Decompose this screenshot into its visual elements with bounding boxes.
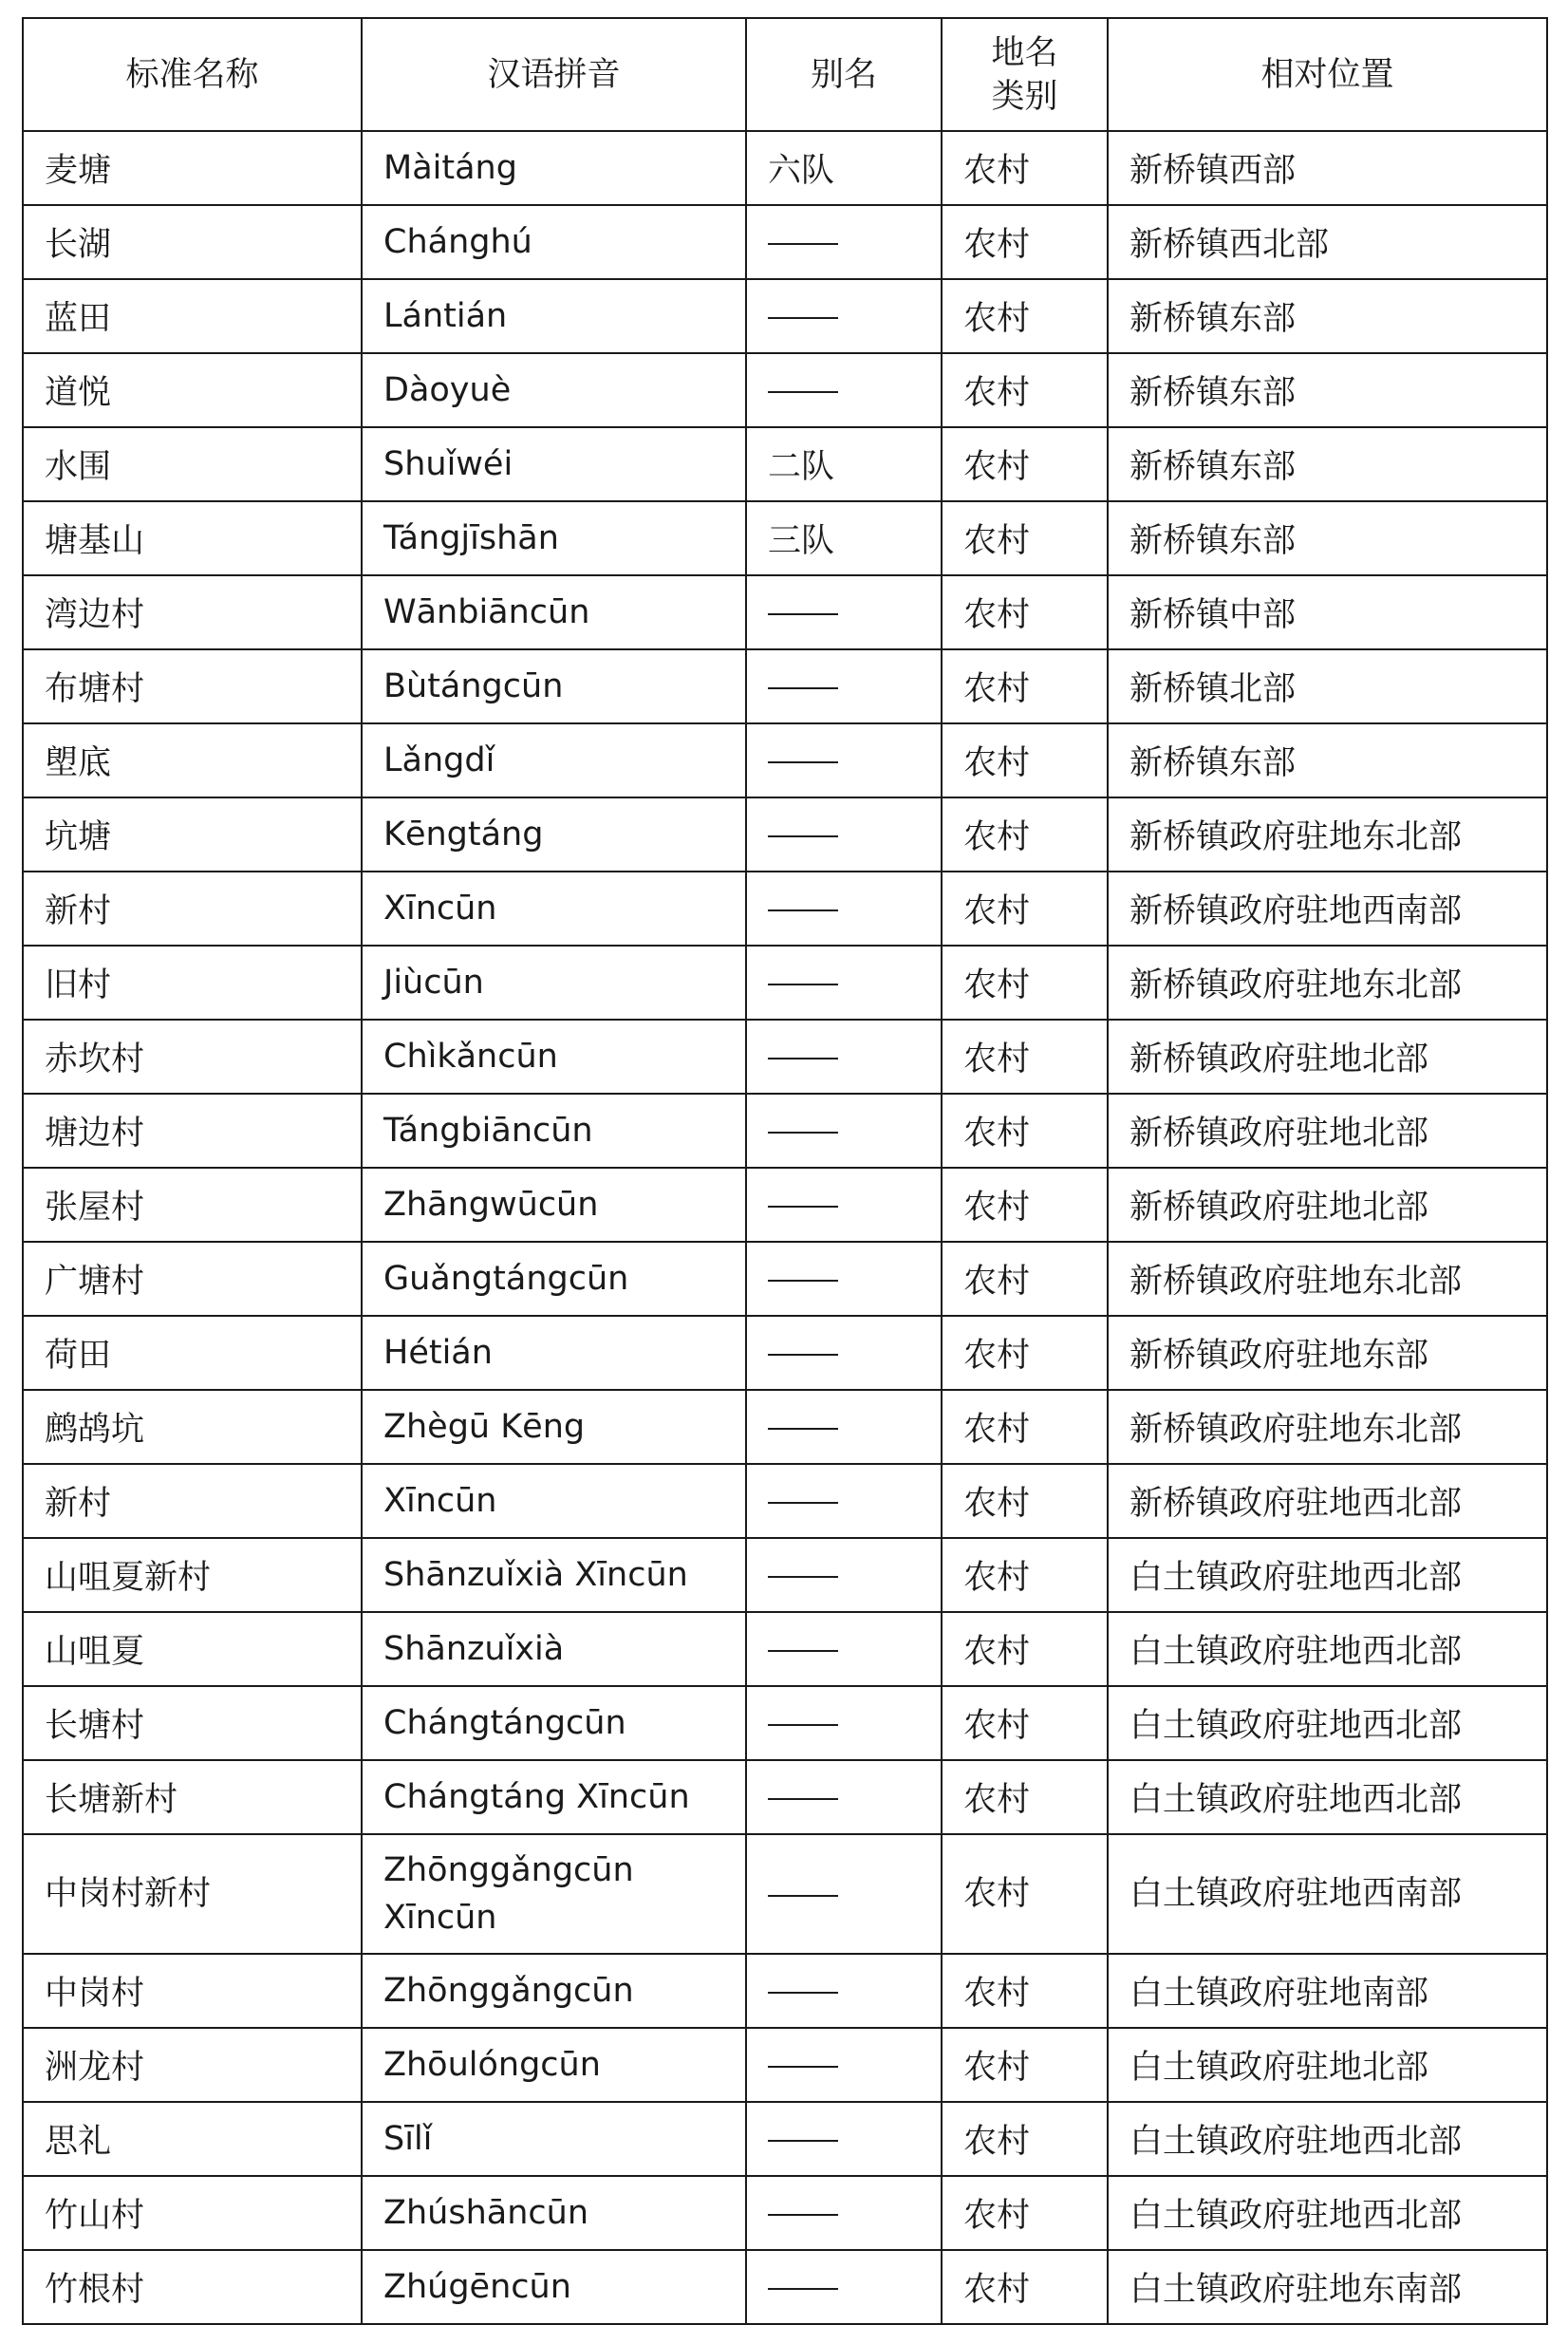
cell-alias bbox=[746, 946, 942, 1020]
cell-standard-name: 麦塘 bbox=[23, 131, 362, 205]
cell-standard-name: 长湖 bbox=[23, 205, 362, 279]
cell-alias bbox=[746, 1316, 942, 1390]
cell-standard-name: 塘基山 bbox=[23, 501, 362, 575]
table-row bbox=[23, 1316, 1547, 1390]
cell-category: 农村 bbox=[942, 1020, 1108, 1094]
cell-standard-name: 塘边村 bbox=[23, 1094, 362, 1168]
cell-category: 农村 bbox=[942, 1316, 1108, 1390]
alias-dash-text bbox=[838, 2194, 839, 2195]
cell-alias bbox=[746, 2028, 942, 2102]
cell-pinyin: Shānzuǐxià bbox=[362, 1612, 746, 1686]
cell-pinyin: Zhúshāncūn bbox=[362, 2176, 746, 2250]
cell-category: 农村 bbox=[942, 1686, 1108, 1760]
cell-alias bbox=[746, 1538, 942, 1612]
cell-alias: 三队 bbox=[746, 501, 942, 575]
table-row bbox=[23, 2102, 1547, 2176]
cell-pinyin: Chángtángcūn bbox=[362, 1686, 746, 1760]
table-row bbox=[23, 501, 1547, 575]
cell-alias bbox=[746, 205, 942, 279]
cell-category: 农村 bbox=[942, 1834, 1108, 1954]
cell-standard-name: 水围 bbox=[23, 427, 362, 501]
alias-dash bbox=[768, 1576, 838, 1578]
cell-pinyin: Dàoyuè bbox=[362, 353, 746, 427]
cell-category: 农村 bbox=[942, 1168, 1108, 1242]
cell-category: 农村 bbox=[942, 649, 1108, 723]
cell-location: 新桥镇北部 bbox=[1108, 649, 1547, 723]
cell-standard-name: 长塘村 bbox=[23, 1686, 362, 1760]
cell-standard-name: 洲龙村 bbox=[23, 2028, 362, 2102]
alias-dash bbox=[768, 317, 838, 319]
cell-standard-name: 广塘村 bbox=[23, 1242, 362, 1316]
alias-dash-text bbox=[838, 2046, 839, 2047]
cell-location: 新桥镇东部 bbox=[1108, 723, 1547, 797]
alias-dash bbox=[768, 243, 838, 245]
cell-alias bbox=[746, 1094, 942, 1168]
cell-location: 新桥镇政府驻地北部 bbox=[1108, 1168, 1547, 1242]
cell-alias bbox=[746, 872, 942, 946]
cell-category: 农村 bbox=[942, 1538, 1108, 1612]
cell-location: 新桥镇政府驻地东北部 bbox=[1108, 946, 1547, 1020]
cell-location: 白土镇政府驻地西南部 bbox=[1108, 1834, 1547, 1954]
table-row bbox=[23, 1390, 1547, 1464]
cell-pinyin: Zhōnggǎngcūn bbox=[362, 1954, 746, 2028]
cell-standard-name: 中岗村 bbox=[23, 1954, 362, 2028]
table-row bbox=[23, 1760, 1547, 1834]
cell-alias bbox=[746, 1168, 942, 1242]
cell-standard-name: 赤坎村 bbox=[23, 1020, 362, 1094]
alias-dash bbox=[768, 2288, 838, 2290]
alias-dash-text bbox=[838, 1408, 839, 1409]
table-row bbox=[23, 1242, 1547, 1316]
header-pinyin: 汉语拼音 bbox=[362, 18, 746, 131]
cell-location: 白土镇政府驻地西北部 bbox=[1108, 2176, 1547, 2250]
cell-category: 农村 bbox=[942, 1390, 1108, 1464]
cell-pinyin: Guǎngtángcūn bbox=[362, 1242, 746, 1316]
cell-location: 白土镇政府驻地西北部 bbox=[1108, 1686, 1547, 1760]
cell-pinyin: Zhāngwūcūn bbox=[362, 1168, 746, 1242]
cell-category: 农村 bbox=[942, 2250, 1108, 2324]
cell-location: 新桥镇政府驻地北部 bbox=[1108, 1020, 1547, 1094]
cell-category: 农村 bbox=[942, 1954, 1108, 2028]
table-row bbox=[23, 723, 1547, 797]
alias-dash bbox=[768, 687, 838, 689]
alias-dash-text bbox=[838, 2268, 839, 2269]
alias-dash-text bbox=[838, 371, 839, 372]
header-alias: 别名 bbox=[746, 18, 942, 131]
cell-pinyin-line1: Zhōnggǎngcūn bbox=[383, 1851, 634, 1889]
table-row bbox=[23, 946, 1547, 1020]
cell-category: 农村 bbox=[942, 1612, 1108, 1686]
cell-alias bbox=[746, 2176, 942, 2250]
cell-location: 新桥镇政府驻地西北部 bbox=[1108, 1464, 1547, 1538]
table-row bbox=[23, 1834, 1547, 1954]
table-row bbox=[23, 2250, 1547, 2324]
alias-dash-text bbox=[838, 1260, 839, 1261]
cell-pinyin: Chánghú bbox=[362, 205, 746, 279]
cell-pinyin: Zhègū Kēng bbox=[362, 1390, 746, 1464]
header-category-line1: 地名 bbox=[991, 33, 1058, 72]
cell-standard-name: 鹧鸪坑 bbox=[23, 1390, 362, 1464]
alias-dash-text bbox=[838, 593, 839, 594]
alias-dash bbox=[768, 2140, 838, 2142]
cell-location: 白土镇政府驻地南部 bbox=[1108, 1954, 1547, 2028]
cell-location: 新桥镇政府驻地东北部 bbox=[1108, 797, 1547, 872]
alias-dash bbox=[768, 761, 838, 763]
cell-standard-name: 坑塘 bbox=[23, 797, 362, 872]
cell-alias: 六队 bbox=[746, 131, 942, 205]
alias-dash-text bbox=[838, 741, 839, 742]
cell-standard-name: 竹山村 bbox=[23, 2176, 362, 2250]
cell-location: 白土镇政府驻地西北部 bbox=[1108, 1612, 1547, 1686]
cell-pinyin: Sīlǐ bbox=[362, 2102, 746, 2176]
alias-dash bbox=[768, 1206, 838, 1208]
cell-standard-name: 蓝田 bbox=[23, 279, 362, 353]
cell-alias bbox=[746, 1954, 942, 2028]
cell-category: 农村 bbox=[942, 353, 1108, 427]
table-row bbox=[23, 872, 1547, 946]
cell-pinyin: Màitáng bbox=[362, 131, 746, 205]
cell-alias bbox=[746, 797, 942, 872]
alias-dash bbox=[768, 1895, 838, 1897]
cell-pinyin: Chángtáng Xīncūn bbox=[362, 1760, 746, 1834]
alias-dash bbox=[768, 1798, 838, 1800]
table-row bbox=[23, 1538, 1547, 1612]
cell-category: 农村 bbox=[942, 1094, 1108, 1168]
cell-alias bbox=[746, 723, 942, 797]
cell-pinyin: Shuǐwéi bbox=[362, 427, 746, 501]
cell-pinyin: Lǎngdǐ bbox=[362, 723, 746, 797]
alias-dash-text bbox=[838, 1870, 839, 1871]
cell-standard-name: 山咀夏新村 bbox=[23, 1538, 362, 1612]
cell-alias bbox=[746, 1760, 942, 1834]
cell-pinyin: Zhōulóngcūn bbox=[362, 2028, 746, 2102]
header-location: 相对位置 bbox=[1108, 18, 1547, 131]
alias-dash bbox=[768, 984, 838, 985]
alias-dash bbox=[768, 1132, 838, 1134]
cell-pinyin: Tángjīshān bbox=[362, 501, 746, 575]
alias-dash-text bbox=[838, 1334, 839, 1335]
alias-dash-text bbox=[838, 1972, 839, 1973]
table-row bbox=[23, 2028, 1547, 2102]
alias-dash-text bbox=[838, 890, 839, 891]
cell-location: 新桥镇西部 bbox=[1108, 131, 1547, 205]
alias-dash-text bbox=[838, 1482, 839, 1483]
cell-alias bbox=[746, 1390, 942, 1464]
cell-category: 农村 bbox=[942, 872, 1108, 946]
table-row bbox=[23, 575, 1547, 649]
cell-location: 新桥镇东部 bbox=[1108, 501, 1547, 575]
cell-pinyin: Tángbiāncūn bbox=[362, 1094, 746, 1168]
table-row bbox=[23, 1464, 1547, 1538]
cell-location: 白土镇政府驻地北部 bbox=[1108, 2028, 1547, 2102]
cell-category: 农村 bbox=[942, 1242, 1108, 1316]
alias-dash bbox=[768, 1354, 838, 1356]
alias-dash-text bbox=[838, 1556, 839, 1557]
alias-dash-text bbox=[838, 223, 839, 224]
cell-standard-name: 张屋村 bbox=[23, 1168, 362, 1242]
cell-location: 白土镇政府驻地西北部 bbox=[1108, 1538, 1547, 1612]
cell-location: 白土镇政府驻地东南部 bbox=[1108, 2250, 1547, 2324]
cell-location: 新桥镇中部 bbox=[1108, 575, 1547, 649]
cell-standard-name: 山咀夏 bbox=[23, 1612, 362, 1686]
cell-category: 农村 bbox=[942, 427, 1108, 501]
cell-alias bbox=[746, 1612, 942, 1686]
table-row bbox=[23, 1168, 1547, 1242]
cell-standard-name: 塱底 bbox=[23, 723, 362, 797]
cell-alias bbox=[746, 1020, 942, 1094]
alias-dash-text bbox=[838, 1038, 839, 1039]
cell-location: 新桥镇东部 bbox=[1108, 279, 1547, 353]
alias-dash-text bbox=[838, 1704, 839, 1705]
alias-dash bbox=[768, 613, 838, 615]
alias-dash-text bbox=[838, 297, 839, 298]
cell-category: 农村 bbox=[942, 2028, 1108, 2102]
cell-standard-name: 长塘新村 bbox=[23, 1760, 362, 1834]
alias-dash bbox=[768, 1650, 838, 1652]
cell-category: 农村 bbox=[942, 946, 1108, 1020]
table-row bbox=[23, 649, 1547, 723]
cell-pinyin: Bùtángcūn bbox=[362, 649, 746, 723]
header-category bbox=[942, 18, 1108, 131]
cell-pinyin bbox=[362, 1834, 746, 1954]
table-body bbox=[23, 131, 1547, 2324]
cell-category: 农村 bbox=[942, 2176, 1108, 2250]
alias-dash bbox=[768, 1502, 838, 1504]
table-row bbox=[23, 1686, 1547, 1760]
alias-dash bbox=[768, 2214, 838, 2216]
cell-standard-name: 湾边村 bbox=[23, 575, 362, 649]
cell-standard-name: 旧村 bbox=[23, 946, 362, 1020]
cell-pinyin: Shānzuǐxià Xīncūn bbox=[362, 1538, 746, 1612]
table-header-row bbox=[23, 18, 1547, 131]
cell-alias bbox=[746, 1834, 942, 1954]
cell-alias bbox=[746, 575, 942, 649]
alias-dash-text bbox=[838, 1630, 839, 1631]
alias-dash bbox=[768, 391, 838, 393]
cell-category: 农村 bbox=[942, 723, 1108, 797]
cell-alias bbox=[746, 1464, 942, 1538]
alias-dash bbox=[768, 1428, 838, 1430]
cell-alias bbox=[746, 1686, 942, 1760]
cell-standard-name: 布塘村 bbox=[23, 649, 362, 723]
cell-alias bbox=[746, 1242, 942, 1316]
cell-standard-name: 荷田 bbox=[23, 1316, 362, 1390]
table-row bbox=[23, 131, 1547, 205]
alias-dash bbox=[768, 1992, 838, 1994]
header-standard-name: 标准名称 bbox=[23, 18, 362, 131]
cell-location: 新桥镇政府驻地东北部 bbox=[1108, 1242, 1547, 1316]
cell-pinyin-line2: Xīncūn bbox=[383, 1899, 497, 1937]
alias-dash bbox=[768, 2066, 838, 2068]
table-row bbox=[23, 1094, 1547, 1168]
cell-standard-name: 竹根村 bbox=[23, 2250, 362, 2324]
table-row bbox=[23, 279, 1547, 353]
table-row bbox=[23, 2176, 1547, 2250]
cell-alias bbox=[746, 279, 942, 353]
cell-category: 农村 bbox=[942, 575, 1108, 649]
cell-alias bbox=[746, 353, 942, 427]
cell-category: 农村 bbox=[942, 279, 1108, 353]
cell-pinyin: Kēngtáng bbox=[362, 797, 746, 872]
cell-pinyin: Lántián bbox=[362, 279, 746, 353]
cell-standard-name: 中岗村新村 bbox=[23, 1834, 362, 1954]
cell-alias: 二队 bbox=[746, 427, 942, 501]
cell-location: 新桥镇东部 bbox=[1108, 427, 1547, 501]
cell-location: 新桥镇政府驻地东北部 bbox=[1108, 1390, 1547, 1464]
table-row bbox=[23, 427, 1547, 501]
cell-category: 农村 bbox=[942, 2102, 1108, 2176]
cell-alias bbox=[746, 2102, 942, 2176]
cell-category: 农村 bbox=[942, 131, 1108, 205]
cell-standard-name: 新村 bbox=[23, 872, 362, 946]
cell-pinyin: Hétián bbox=[362, 1316, 746, 1390]
cell-category: 农村 bbox=[942, 501, 1108, 575]
cell-standard-name: 新村 bbox=[23, 1464, 362, 1538]
cell-standard-name: 思礼 bbox=[23, 2102, 362, 2176]
cell-location: 新桥镇政府驻地东部 bbox=[1108, 1316, 1547, 1390]
table-row bbox=[23, 353, 1547, 427]
cell-location: 新桥镇政府驻地西南部 bbox=[1108, 872, 1547, 946]
cell-category: 农村 bbox=[942, 797, 1108, 872]
table-row bbox=[23, 1612, 1547, 1686]
alias-dash-text bbox=[838, 964, 839, 965]
alias-dash-text bbox=[838, 2120, 839, 2121]
cell-location: 白土镇政府驻地西北部 bbox=[1108, 1760, 1547, 1834]
cell-location: 新桥镇政府驻地北部 bbox=[1108, 1094, 1547, 1168]
cell-alias bbox=[746, 649, 942, 723]
alias-dash-text bbox=[838, 1112, 839, 1113]
cell-pinyin: Xīncūn bbox=[362, 1464, 746, 1538]
place-name-table bbox=[22, 17, 1548, 2325]
cell-location: 新桥镇西北部 bbox=[1108, 205, 1547, 279]
alias-dash bbox=[768, 909, 838, 911]
alias-dash-text bbox=[838, 1778, 839, 1779]
alias-dash bbox=[768, 835, 838, 837]
cell-category: 农村 bbox=[942, 1464, 1108, 1538]
cell-category: 农村 bbox=[942, 205, 1108, 279]
cell-location: 新桥镇东部 bbox=[1108, 353, 1547, 427]
cell-location: 白土镇政府驻地西北部 bbox=[1108, 2102, 1547, 2176]
alias-dash bbox=[768, 1280, 838, 1282]
alias-dash bbox=[768, 1724, 838, 1726]
table-row bbox=[23, 797, 1547, 872]
cell-category: 农村 bbox=[942, 1760, 1108, 1834]
cell-pinyin: Xīncūn bbox=[362, 872, 746, 946]
header-category-line2: 类别 bbox=[991, 77, 1058, 116]
table-row bbox=[23, 1020, 1547, 1094]
cell-standard-name: 道悦 bbox=[23, 353, 362, 427]
cell-pinyin: Zhúgēncūn bbox=[362, 2250, 746, 2324]
cell-pinyin: Chìkǎncūn bbox=[362, 1020, 746, 1094]
alias-dash-text bbox=[838, 667, 839, 668]
cell-pinyin: Jiùcūn bbox=[362, 946, 746, 1020]
alias-dash-text bbox=[838, 1186, 839, 1187]
table-row bbox=[23, 205, 1547, 279]
alias-dash bbox=[768, 1058, 838, 1059]
cell-pinyin: Wānbiāncūn bbox=[362, 575, 746, 649]
table-row bbox=[23, 1954, 1547, 2028]
cell-alias bbox=[746, 2250, 942, 2324]
